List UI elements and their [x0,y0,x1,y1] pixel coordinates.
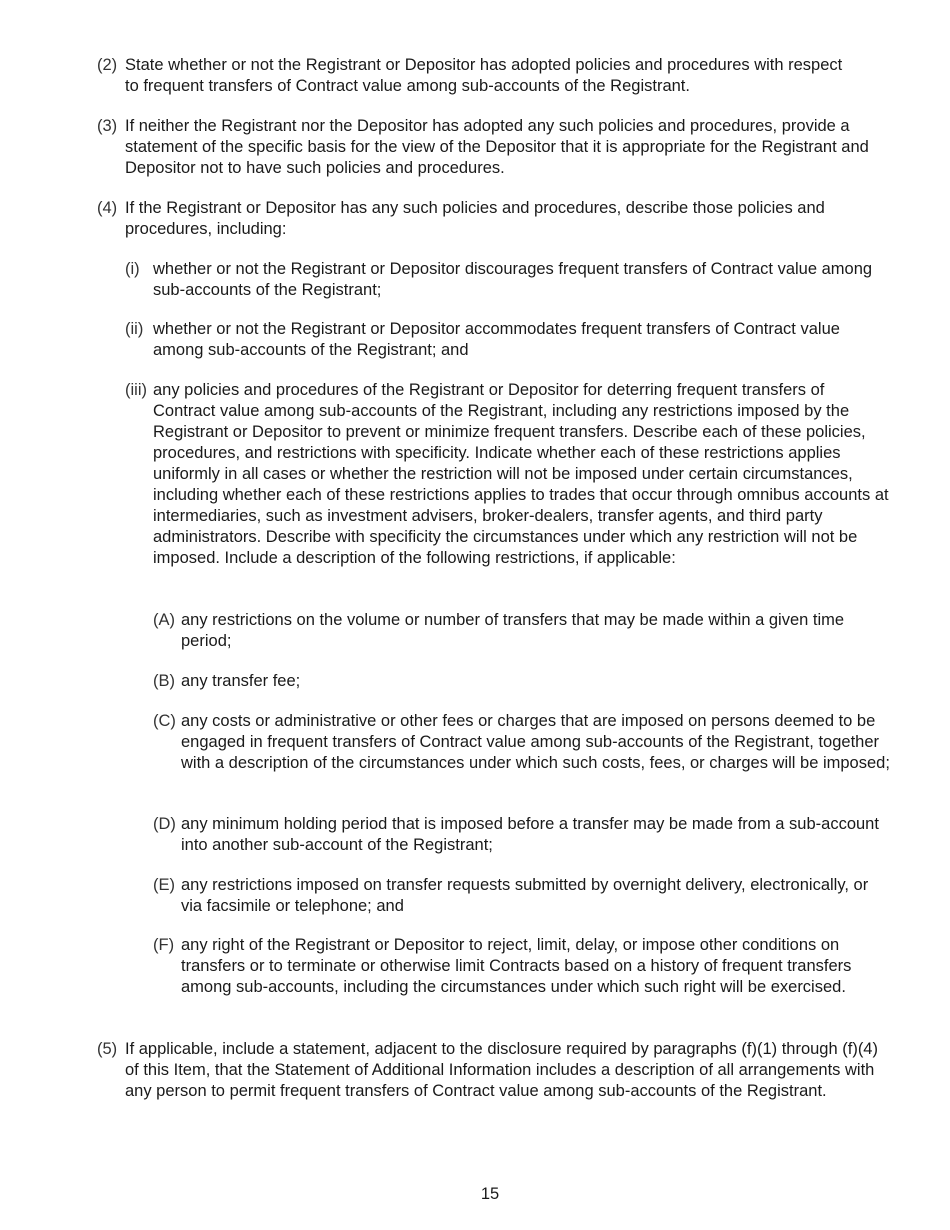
clause-text: any restrictions on the volume or number of transfers that may be made within a given time period; [181,611,845,650]
subparagraph-text: whether or not the Registrant or Depositor accommodates frequent transfers of Contract value among sub-accounts of the Registrant; and [153,320,840,359]
paragraph-text: State whether or not the Registrant or Depositor has adopted policies and procedures with respect to frequent transfers of Contract value among sub-accounts of the Registrant. [125,56,843,95]
clause-label: (E) [153,876,175,894]
paragraph-label: (3) [97,117,118,135]
subparagraph-label: (ii) [125,320,144,338]
clause-text: any restrictions imposed on transfer requests submitted by overnight delivery, electronically, or via facsimile or telephone; and [181,876,869,915]
paragraph-label: (5) [97,1040,118,1058]
clause-label: (D) [153,815,176,833]
clause-F [153,935,900,998]
clause-label: (C) [153,712,176,730]
paragraph-3 [97,116,897,179]
clause-text: any costs or administrative or other fees or charges that are imposed on persons deemed to be engaged in frequent transfers of Contract value among sub-accounts of the Registrant, together with a description of the circumstances under which such costs, fees, or charges will be imposed; [181,712,890,772]
paragraph-label: (2) [97,56,118,74]
subparagraph-text: any policies and procedures of the Registrant or Depositor for deterring frequent transfers of Contract value among sub-accounts of the Registrant, including any restrictions imposed by the Registrant or Depositor to prevent or minimize frequent transfers. Describe each of these policies, procedures, and restrictions with specificity. Indicate whether each of these restrictions applies uniformly in all cases or whether the restriction will not be imposed under certain circumstances, including whether each of these restrictions applies to trades that occur through omnibus accounts at intermediaries, such as investment advisers, broker-dealers, transfer agents, and third party administrators. Describe with specificity the circumstances under which any restriction will not be imposed. Include a description of the following restrictions, if applicable: [153,381,889,567]
subparagraph-label: (iii) [125,381,147,399]
subparagraph-text: whether or not the Registrant or Depositor discourages frequent transfers of Contract value among sub-accounts of the Registrant; [153,260,873,299]
page-number: 15 [480,1185,500,1203]
clause-B [153,671,883,692]
subparagraph-label: (i) [125,260,140,278]
paragraph-2 [97,55,847,97]
clause-C [153,711,895,774]
clause-E [153,875,883,917]
paragraph-text: If neither the Registrant nor the Depositor has adopted any such policies and procedures, provide a statement of the specific basis for the view of the Depositor that it is appropriate for the Registrant and Depositor not to have such policies and procedures. [125,117,869,177]
clause-label: (A) [153,611,175,629]
paragraph-text: If applicable, include a statement, adjacent to the disclosure required by paragraphs (f)(1) through (f)(4) of this Item, that the Statement of Additional Information includes a description of all arrangements with any person to permit frequent transfers of Contract value among sub-accounts of the Registrant. [125,1040,878,1100]
paragraph-5 [97,1039,887,1102]
subparagraph-iii [125,380,890,569]
clause-text: any right of the Registrant or Depositor to reject, limit, delay, or impose other conditions on transfers or to terminate or otherwise limit Contracts based on a history of frequent transfers among sub-accounts, including the circumstances under which such right will be exercised. [181,936,852,996]
paragraph-text: If the Registrant or Depositor has any such policies and procedures, describe those policies and procedures, including: [125,199,825,238]
clause-A [153,610,883,652]
paragraph-label: (4) [97,199,118,217]
clause-label: (F) [153,936,175,954]
clause-text: any transfer fee; [181,672,301,690]
clause-text: any minimum holding period that is imposed before a transfer may be made from a sub-account into another sub-account of the Registrant; [181,815,879,854]
subparagraph-i [125,259,885,301]
subparagraph-ii [125,319,885,361]
clause-D [153,814,883,856]
clause-label: (B) [153,672,175,690]
paragraph-4 [97,198,892,240]
